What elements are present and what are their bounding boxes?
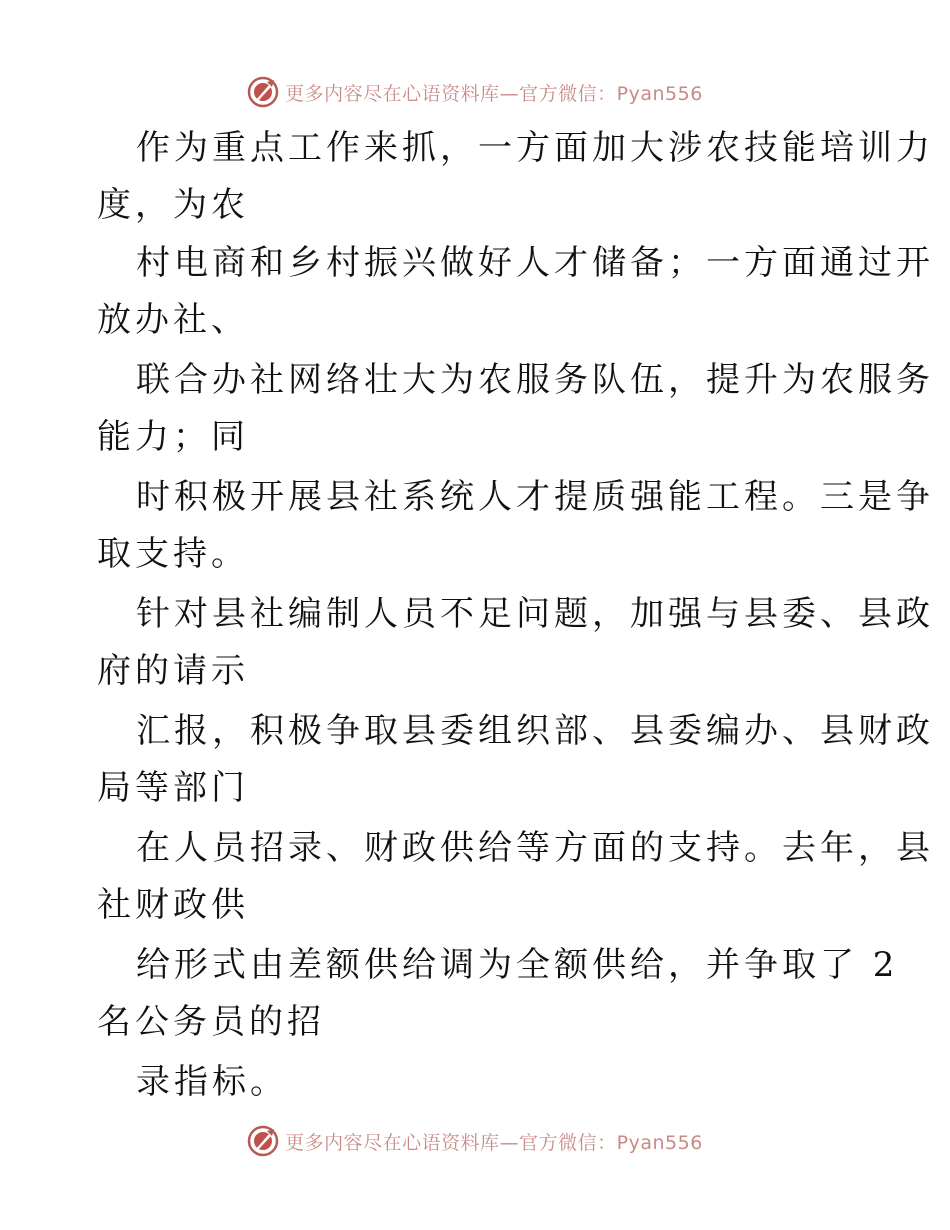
text-line: 能力；同 <box>97 417 249 457</box>
text-line: 度，为农 <box>97 185 249 225</box>
header-banner-text: 更多内容尽在心语资料库—官方微信：Pyan556 <box>285 82 703 105</box>
text-line: 联合办社网络壮大为农服务队伍，提升为农服务 <box>136 360 934 400</box>
text-line: 村电商和乡村振兴做好人才储备；一方面通过开 <box>136 243 934 283</box>
text-line: 在人员招录、财政供给等方面的支持。去年，县 <box>136 828 934 868</box>
text-line: 局等部门 <box>97 768 249 808</box>
text-line: 录指标。 <box>136 1062 288 1102</box>
text-line: 作为重点工作来抓，一方面加大涉农技能培训力 <box>136 128 934 168</box>
text-line: 社财政供 <box>97 885 249 925</box>
footer-banner-text: 更多内容尽在心语资料库—官方微信：Pyan556 <box>285 1131 703 1154</box>
quill-seal-icon <box>247 1125 279 1157</box>
text-line: 时积极开展县社系统人才提质强能工程。三是争 <box>136 477 934 517</box>
text-line: 取支持。 <box>97 534 249 574</box>
header-banner <box>0 72 950 112</box>
text-line: 名公务员的招 <box>97 1002 325 1042</box>
text-line: 府的请示 <box>97 651 249 691</box>
text-line: 放办社、 <box>97 300 249 340</box>
text-line: 汇报，积极争取县委组织部、县委编办、县财政 <box>136 711 934 751</box>
footer-banner <box>0 1121 950 1161</box>
text-line: 针对县社编制人员不足问题，加强与县委、县政 <box>136 594 934 634</box>
text-line: 给形式由差额供给调为全额供给，并争取了 2 <box>136 945 899 985</box>
quill-seal-icon <box>247 76 279 108</box>
